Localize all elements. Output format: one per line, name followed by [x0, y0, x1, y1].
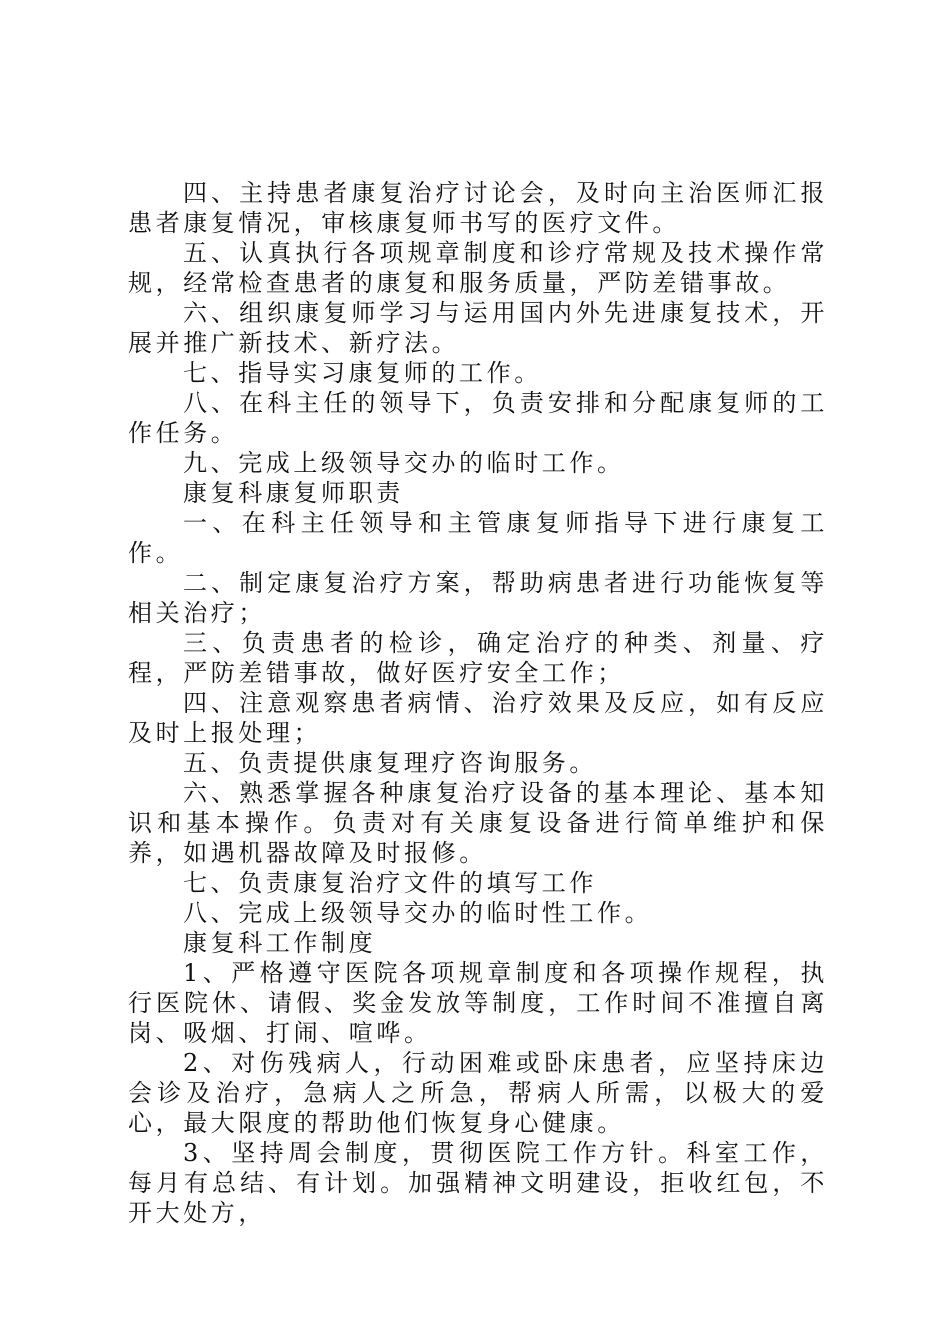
paragraph-therapist-2: 二、制定康复治疗方案，帮助病患者进行功能恢复等相关治疗；: [128, 569, 828, 627]
paragraph-therapist-1: 一、在科主任领导和主管康复师指导下进行康复工作。: [128, 509, 828, 567]
paragraph-therapist-5: 五、负责提供康复理疗咨询服务。: [183, 749, 597, 777]
paragraph-rule-3: 3、坚持周会制度，贯彻医院工作方针。科室工作，每月有总结、有计划。加强精神文明建设，拒收红包，不开大处方，: [128, 1139, 828, 1227]
paragraph-therapist-8: 八、完成上级领导交办的临时性工作。: [183, 899, 653, 927]
paragraph-therapist-7: 七、负责康复治疗文件的填写工作: [183, 869, 597, 897]
paragraph-rule-2: 2、对伤残病人，行动困难或卧床患者，应坚持床边会诊及治疗，急病人之所急，帮病人所需，以极大的爱心，最大限度的帮助他们恢复身心健康。: [128, 1049, 828, 1137]
paragraph-therapist-3: 三、负责患者的检诊，确定治疗的种类、剂量、疗程，严防差错事故，做好医疗安全工作；: [128, 629, 828, 687]
paragraph-rule-1: 1、严格遵守医院各项规章制度和各项操作规程，执行医院休、请假、奖金发放等制度，工作时间不准擅自离岗、吸烟、打闹、喧哗。: [128, 959, 828, 1047]
paragraph-duty-7: 七、指导实习康复师的工作。: [183, 359, 542, 387]
document-body: [128, 178, 828, 1228]
section-heading-therapist-duties: 康复科康复师职责: [183, 479, 404, 507]
paragraph-duty-4: 四、主持患者康复治疗讨论会，及时向主治医师汇报患者康复情况，审核康复师书写的医疗文件。: [128, 179, 828, 237]
paragraph-duty-9: 九、完成上级领导交办的临时工作。: [183, 449, 625, 477]
paragraph-therapist-4: 四、注意观察患者病情、治疗效果及反应，如有反应及时上报处理；: [128, 689, 828, 747]
paragraph-therapist-6: 六、熟悉掌握各种康复治疗设备的基本理论、基本知识和基本操作。负责对有关康复设备进行简单维护和保养，如遇机器故障及时报修。: [128, 779, 828, 867]
paragraph-duty-8: 八、在科主任的领导下，负责安排和分配康复师的工作任务。: [128, 389, 828, 447]
section-heading-work-rules: 康复科工作制度: [183, 929, 377, 957]
paragraph-duty-5: 五、认真执行各项规章制度和诊疗常规及技术操作常规，经常检查患者的康复和服务质量，严防差错事故。: [128, 239, 828, 297]
paragraph-duty-6: 六、组织康复师学习与运用国内外先进康复技术，开展并推广新技术、新疗法。: [128, 299, 828, 357]
